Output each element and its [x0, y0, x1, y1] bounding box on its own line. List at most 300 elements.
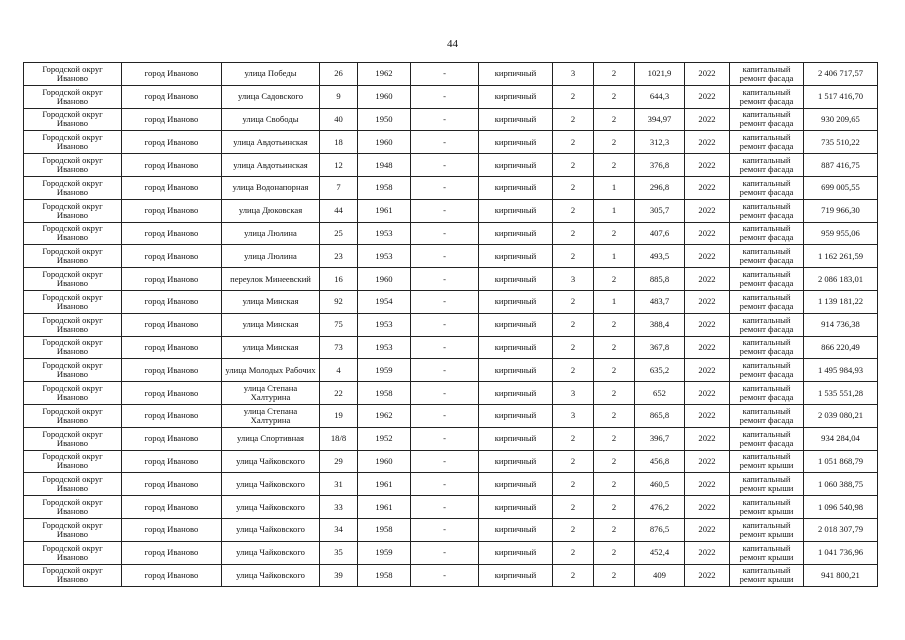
cell-cost: 2 086 183,01 [804, 268, 878, 291]
cell-reconstruction-year: - [411, 176, 479, 199]
cell-street: улица Люлина [222, 222, 320, 245]
cell-year-built: 1958 [358, 564, 411, 587]
cell-planned-year: 2022 [685, 359, 730, 382]
cell-street: улица Водонапорная [222, 176, 320, 199]
cell-entrances: 2 [594, 404, 635, 427]
cell-reconstruction-year: - [411, 268, 479, 291]
cell-area: 476,2 [635, 496, 685, 519]
cell-entrances: 2 [594, 450, 635, 473]
cell-house-number: 23 [320, 245, 358, 268]
cell-street: улица Степана Халтурина [222, 382, 320, 405]
cell-settlement: город Иваново [122, 359, 222, 382]
cell-reconstruction-year: - [411, 313, 479, 336]
cell-planned-year: 2022 [685, 336, 730, 359]
cell-house-number: 35 [320, 541, 358, 564]
cell-street: улица Люлина [222, 245, 320, 268]
cell-floors: 2 [553, 564, 594, 587]
cell-municipality: Городской округ Иваново [24, 176, 122, 199]
cell-street: улица Степана Халтурина [222, 404, 320, 427]
cell-municipality: Городской округ Иваново [24, 313, 122, 336]
cell-area: 409 [635, 564, 685, 587]
cell-wall-material: кирпичный [479, 427, 553, 450]
cell-street: улица Чайковского [222, 450, 320, 473]
cell-area: 1021,9 [635, 63, 685, 86]
cell-reconstruction-year: - [411, 496, 479, 519]
cell-wall-material: кирпичный [479, 154, 553, 177]
cell-year-built: 1953 [358, 245, 411, 268]
cell-street: улица Чайковского [222, 518, 320, 541]
cell-year-built: 1950 [358, 108, 411, 131]
cell-year-built: 1953 [358, 336, 411, 359]
cell-wall-material: кирпичный [479, 382, 553, 405]
cell-floors: 2 [553, 359, 594, 382]
cell-cost: 1 517 416,70 [804, 85, 878, 108]
cell-area: 296,8 [635, 176, 685, 199]
cell-planned-year: 2022 [685, 564, 730, 587]
cell-municipality: Городской округ Иваново [24, 245, 122, 268]
cell-cost: 2 039 080,21 [804, 404, 878, 427]
cell-house-number: 39 [320, 564, 358, 587]
cell-planned-year: 2022 [685, 131, 730, 154]
table-row [24, 541, 878, 564]
cell-house-number: 34 [320, 518, 358, 541]
cell-area: 493,5 [635, 245, 685, 268]
cell-reconstruction-year: - [411, 199, 479, 222]
table-row [24, 131, 878, 154]
cell-settlement: город Иваново [122, 404, 222, 427]
table-row [24, 359, 878, 382]
cell-house-number: 16 [320, 268, 358, 291]
cell-floors: 2 [553, 473, 594, 496]
cell-wall-material: кирпичный [479, 359, 553, 382]
cell-entrances: 2 [594, 131, 635, 154]
cell-planned-year: 2022 [685, 199, 730, 222]
cell-planned-year: 2022 [685, 382, 730, 405]
cell-planned-year: 2022 [685, 154, 730, 177]
cell-work-type: капитальный ремонт фасада [730, 199, 804, 222]
cell-municipality: Городской округ Иваново [24, 518, 122, 541]
cell-work-type: капитальный ремонт фасада [730, 336, 804, 359]
cell-settlement: город Иваново [122, 427, 222, 450]
cell-reconstruction-year: - [411, 85, 479, 108]
cell-cost: 1 051 868,79 [804, 450, 878, 473]
cell-wall-material: кирпичный [479, 564, 553, 587]
cell-settlement: город Иваново [122, 336, 222, 359]
cell-area: 460,5 [635, 473, 685, 496]
cell-reconstruction-year: - [411, 222, 479, 245]
cell-street: улица Молодых Рабочих [222, 359, 320, 382]
cell-work-type: капитальный ремонт фасада [730, 222, 804, 245]
cell-settlement: город Иваново [122, 473, 222, 496]
cell-reconstruction-year: - [411, 131, 479, 154]
cell-area: 652 [635, 382, 685, 405]
cell-wall-material: кирпичный [479, 131, 553, 154]
cell-wall-material: кирпичный [479, 85, 553, 108]
cell-floors: 2 [553, 245, 594, 268]
cell-entrances: 2 [594, 222, 635, 245]
cell-work-type: капитальный ремонт фасада [730, 131, 804, 154]
cell-municipality: Городской округ Иваново [24, 199, 122, 222]
cell-settlement: город Иваново [122, 518, 222, 541]
cell-municipality: Городской округ Иваново [24, 382, 122, 405]
cell-work-type: капитальный ремонт фасада [730, 268, 804, 291]
cell-cost: 1 060 388,75 [804, 473, 878, 496]
cell-planned-year: 2022 [685, 290, 730, 313]
cell-municipality: Городской округ Иваново [24, 268, 122, 291]
cell-wall-material: кирпичный [479, 176, 553, 199]
cell-cost: 959 955,06 [804, 222, 878, 245]
table-row [24, 63, 878, 86]
cell-cost: 699 005,55 [804, 176, 878, 199]
cell-reconstruction-year: - [411, 63, 479, 86]
cell-entrances: 1 [594, 199, 635, 222]
cell-floors: 2 [553, 496, 594, 519]
cell-year-built: 1961 [358, 199, 411, 222]
cell-entrances: 2 [594, 496, 635, 519]
cell-wall-material: кирпичный [479, 313, 553, 336]
cell-area: 452,4 [635, 541, 685, 564]
cell-year-built: 1958 [358, 382, 411, 405]
cell-municipality: Городской округ Иваново [24, 450, 122, 473]
cell-reconstruction-year: - [411, 404, 479, 427]
cell-entrances: 2 [594, 63, 635, 86]
table-row [24, 450, 878, 473]
cell-floors: 3 [553, 63, 594, 86]
cell-cost: 1 139 181,22 [804, 290, 878, 313]
cell-floors: 2 [553, 85, 594, 108]
cell-area: 865,8 [635, 404, 685, 427]
cell-municipality: Городской округ Иваново [24, 564, 122, 587]
cell-work-type: капитальный ремонт фасада [730, 108, 804, 131]
cell-reconstruction-year: - [411, 108, 479, 131]
cell-house-number: 12 [320, 154, 358, 177]
cell-work-type: капитальный ремонт крыши [730, 564, 804, 587]
cell-year-built: 1958 [358, 518, 411, 541]
cell-municipality: Городской округ Иваново [24, 131, 122, 154]
cell-wall-material: кирпичный [479, 450, 553, 473]
cell-year-built: 1961 [358, 473, 411, 496]
cell-wall-material: кирпичный [479, 63, 553, 86]
cell-street: улица Свободы [222, 108, 320, 131]
cell-street: улица Авдотьинская [222, 131, 320, 154]
cell-cost: 866 220,49 [804, 336, 878, 359]
cell-reconstruction-year: - [411, 382, 479, 405]
cell-area: 483,7 [635, 290, 685, 313]
cell-planned-year: 2022 [685, 496, 730, 519]
cell-floors: 2 [553, 199, 594, 222]
cell-floors: 2 [553, 108, 594, 131]
cell-reconstruction-year: - [411, 154, 479, 177]
cell-area: 396,7 [635, 427, 685, 450]
cell-wall-material: кирпичный [479, 518, 553, 541]
cell-area: 394,97 [635, 108, 685, 131]
cell-wall-material: кирпичный [479, 108, 553, 131]
cell-entrances: 2 [594, 268, 635, 291]
cell-planned-year: 2022 [685, 404, 730, 427]
cell-wall-material: кирпичный [479, 541, 553, 564]
cell-work-type: капитальный ремонт фасада [730, 63, 804, 86]
cell-entrances: 2 [594, 382, 635, 405]
cell-work-type: капитальный ремонт фасада [730, 359, 804, 382]
cell-year-built: 1953 [358, 313, 411, 336]
cell-settlement: город Иваново [122, 313, 222, 336]
cell-area: 876,5 [635, 518, 685, 541]
cell-wall-material: кирпичный [479, 336, 553, 359]
table-row [24, 290, 878, 313]
cell-street: улица Дюковская [222, 199, 320, 222]
cell-work-type: капитальный ремонт фасада [730, 404, 804, 427]
cell-year-built: 1952 [358, 427, 411, 450]
table-row [24, 382, 878, 405]
cell-street: улица Чайковского [222, 473, 320, 496]
cell-house-number: 31 [320, 473, 358, 496]
table-body [24, 63, 878, 587]
cell-planned-year: 2022 [685, 313, 730, 336]
cell-house-number: 4 [320, 359, 358, 382]
cell-street: улица Победы [222, 63, 320, 86]
cell-cost: 941 800,21 [804, 564, 878, 587]
cell-settlement: город Иваново [122, 564, 222, 587]
register-table [23, 62, 878, 587]
cell-municipality: Городской округ Иваново [24, 427, 122, 450]
cell-planned-year: 2022 [685, 541, 730, 564]
cell-municipality: Городской округ Иваново [24, 473, 122, 496]
cell-municipality: Городской округ Иваново [24, 154, 122, 177]
cell-reconstruction-year: - [411, 450, 479, 473]
cell-house-number: 18/8 [320, 427, 358, 450]
cell-entrances: 2 [594, 85, 635, 108]
cell-settlement: город Иваново [122, 245, 222, 268]
cell-wall-material: кирпичный [479, 268, 553, 291]
cell-work-type: капитальный ремонт фасада [730, 85, 804, 108]
cell-street: улица Минская [222, 336, 320, 359]
cell-floors: 3 [553, 268, 594, 291]
cell-work-type: капитальный ремонт фасада [730, 427, 804, 450]
cell-year-built: 1960 [358, 268, 411, 291]
cell-house-number: 92 [320, 290, 358, 313]
cell-floors: 2 [553, 313, 594, 336]
cell-wall-material: кирпичный [479, 199, 553, 222]
cell-planned-year: 2022 [685, 450, 730, 473]
cell-municipality: Городской округ Иваново [24, 290, 122, 313]
cell-cost: 914 736,38 [804, 313, 878, 336]
cell-planned-year: 2022 [685, 85, 730, 108]
cell-work-type: капитальный ремонт фасада [730, 313, 804, 336]
table-row [24, 427, 878, 450]
cell-cost: 934 284,04 [804, 427, 878, 450]
cell-area: 367,8 [635, 336, 685, 359]
cell-area: 305,7 [635, 199, 685, 222]
cell-planned-year: 2022 [685, 108, 730, 131]
table-row [24, 245, 878, 268]
cell-settlement: город Иваново [122, 450, 222, 473]
cell-cost: 1 041 736,96 [804, 541, 878, 564]
cell-work-type: капитальный ремонт фасада [730, 382, 804, 405]
cell-year-built: 1948 [358, 154, 411, 177]
table-row [24, 496, 878, 519]
cell-area: 376,8 [635, 154, 685, 177]
cell-planned-year: 2022 [685, 518, 730, 541]
table-row [24, 564, 878, 587]
cell-entrances: 2 [594, 108, 635, 131]
cell-reconstruction-year: - [411, 359, 479, 382]
cell-entrances: 2 [594, 473, 635, 496]
cell-year-built: 1954 [358, 290, 411, 313]
cell-house-number: 9 [320, 85, 358, 108]
cell-floors: 2 [553, 290, 594, 313]
cell-entrances: 2 [594, 518, 635, 541]
cell-reconstruction-year: - [411, 541, 479, 564]
cell-floors: 3 [553, 382, 594, 405]
cell-municipality: Городской округ Иваново [24, 222, 122, 245]
cell-area: 456,8 [635, 450, 685, 473]
cell-work-type: капитальный ремонт крыши [730, 450, 804, 473]
cell-area: 635,2 [635, 359, 685, 382]
cell-cost: 1 096 540,98 [804, 496, 878, 519]
cell-municipality: Городской округ Иваново [24, 496, 122, 519]
cell-house-number: 73 [320, 336, 358, 359]
cell-settlement: город Иваново [122, 108, 222, 131]
cell-reconstruction-year: - [411, 290, 479, 313]
cell-settlement: город Иваново [122, 63, 222, 86]
cell-year-built: 1959 [358, 359, 411, 382]
cell-settlement: город Иваново [122, 154, 222, 177]
cell-floors: 2 [553, 450, 594, 473]
cell-cost: 2 018 307,79 [804, 518, 878, 541]
cell-floors: 2 [553, 541, 594, 564]
cell-floors: 3 [553, 404, 594, 427]
cell-entrances: 2 [594, 359, 635, 382]
cell-wall-material: кирпичный [479, 222, 553, 245]
cell-entrances: 1 [594, 176, 635, 199]
cell-year-built: 1962 [358, 63, 411, 86]
cell-reconstruction-year: - [411, 427, 479, 450]
cell-house-number: 18 [320, 131, 358, 154]
cell-settlement: город Иваново [122, 131, 222, 154]
cell-house-number: 26 [320, 63, 358, 86]
cell-street: улица Чайковского [222, 496, 320, 519]
cell-street: улица Чайковского [222, 541, 320, 564]
cell-street: улица Чайковского [222, 564, 320, 587]
cell-year-built: 1960 [358, 131, 411, 154]
cell-entrances: 2 [594, 427, 635, 450]
table-row [24, 313, 878, 336]
table-row [24, 199, 878, 222]
cell-settlement: город Иваново [122, 290, 222, 313]
table-row [24, 518, 878, 541]
cell-work-type: капитальный ремонт фасада [730, 290, 804, 313]
table-row [24, 176, 878, 199]
cell-entrances: 2 [594, 336, 635, 359]
cell-planned-year: 2022 [685, 427, 730, 450]
cell-cost: 887 416,75 [804, 154, 878, 177]
table-row [24, 268, 878, 291]
table-row [24, 85, 878, 108]
cell-municipality: Городской округ Иваново [24, 336, 122, 359]
cell-area: 644,3 [635, 85, 685, 108]
cell-street: переулок Минеевский [222, 268, 320, 291]
cell-house-number: 44 [320, 199, 358, 222]
cell-municipality: Городской округ Иваново [24, 85, 122, 108]
cell-settlement: город Иваново [122, 382, 222, 405]
cell-planned-year: 2022 [685, 268, 730, 291]
cell-cost: 719 966,30 [804, 199, 878, 222]
cell-settlement: город Иваново [122, 541, 222, 564]
cell-municipality: Городской округ Иваново [24, 63, 122, 86]
cell-floors: 2 [553, 427, 594, 450]
cell-planned-year: 2022 [685, 222, 730, 245]
cell-floors: 2 [553, 336, 594, 359]
cell-work-type: капитальный ремонт крыши [730, 473, 804, 496]
cell-entrances: 2 [594, 154, 635, 177]
cell-work-type: капитальный ремонт фасада [730, 154, 804, 177]
table-row [24, 336, 878, 359]
cell-year-built: 1961 [358, 496, 411, 519]
cell-house-number: 19 [320, 404, 358, 427]
cell-area: 407,6 [635, 222, 685, 245]
cell-work-type: капитальный ремонт фасада [730, 245, 804, 268]
cell-floors: 2 [553, 176, 594, 199]
cell-work-type: капитальный ремонт крыши [730, 518, 804, 541]
table-row [24, 108, 878, 131]
cell-year-built: 1960 [358, 450, 411, 473]
cell-entrances: 1 [594, 245, 635, 268]
cell-cost: 1 535 551,28 [804, 382, 878, 405]
cell-wall-material: кирпичный [479, 496, 553, 519]
cell-settlement: город Иваново [122, 268, 222, 291]
cell-cost: 735 510,22 [804, 131, 878, 154]
cell-house-number: 22 [320, 382, 358, 405]
cell-settlement: город Иваново [122, 85, 222, 108]
cell-area: 388,4 [635, 313, 685, 336]
cell-year-built: 1958 [358, 176, 411, 199]
cell-work-type: капитальный ремонт крыши [730, 541, 804, 564]
cell-settlement: город Иваново [122, 496, 222, 519]
cell-settlement: город Иваново [122, 199, 222, 222]
table-row [24, 154, 878, 177]
cell-work-type: капитальный ремонт крыши [730, 496, 804, 519]
table-row [24, 473, 878, 496]
cell-street: улица Минская [222, 290, 320, 313]
cell-floors: 2 [553, 154, 594, 177]
cell-reconstruction-year: - [411, 336, 479, 359]
cell-year-built: 1953 [358, 222, 411, 245]
cell-cost: 930 209,65 [804, 108, 878, 131]
cell-cost: 1 495 984,93 [804, 359, 878, 382]
cell-planned-year: 2022 [685, 63, 730, 86]
cell-house-number: 29 [320, 450, 358, 473]
cell-municipality: Городской округ Иваново [24, 541, 122, 564]
cell-year-built: 1959 [358, 541, 411, 564]
cell-cost: 2 406 717,57 [804, 63, 878, 86]
cell-reconstruction-year: - [411, 245, 479, 268]
cell-area: 312,3 [635, 131, 685, 154]
cell-cost: 1 162 261,59 [804, 245, 878, 268]
cell-street: улица Спортивная [222, 427, 320, 450]
cell-floors: 2 [553, 222, 594, 245]
cell-settlement: город Иваново [122, 176, 222, 199]
cell-wall-material: кирпичный [479, 404, 553, 427]
cell-area: 885,8 [635, 268, 685, 291]
cell-house-number: 25 [320, 222, 358, 245]
cell-reconstruction-year: - [411, 518, 479, 541]
table-row [24, 222, 878, 245]
cell-wall-material: кирпичный [479, 473, 553, 496]
cell-entrances: 2 [594, 564, 635, 587]
cell-street: улица Садовского [222, 85, 320, 108]
cell-municipality: Городской округ Иваново [24, 359, 122, 382]
table-row [24, 404, 878, 427]
